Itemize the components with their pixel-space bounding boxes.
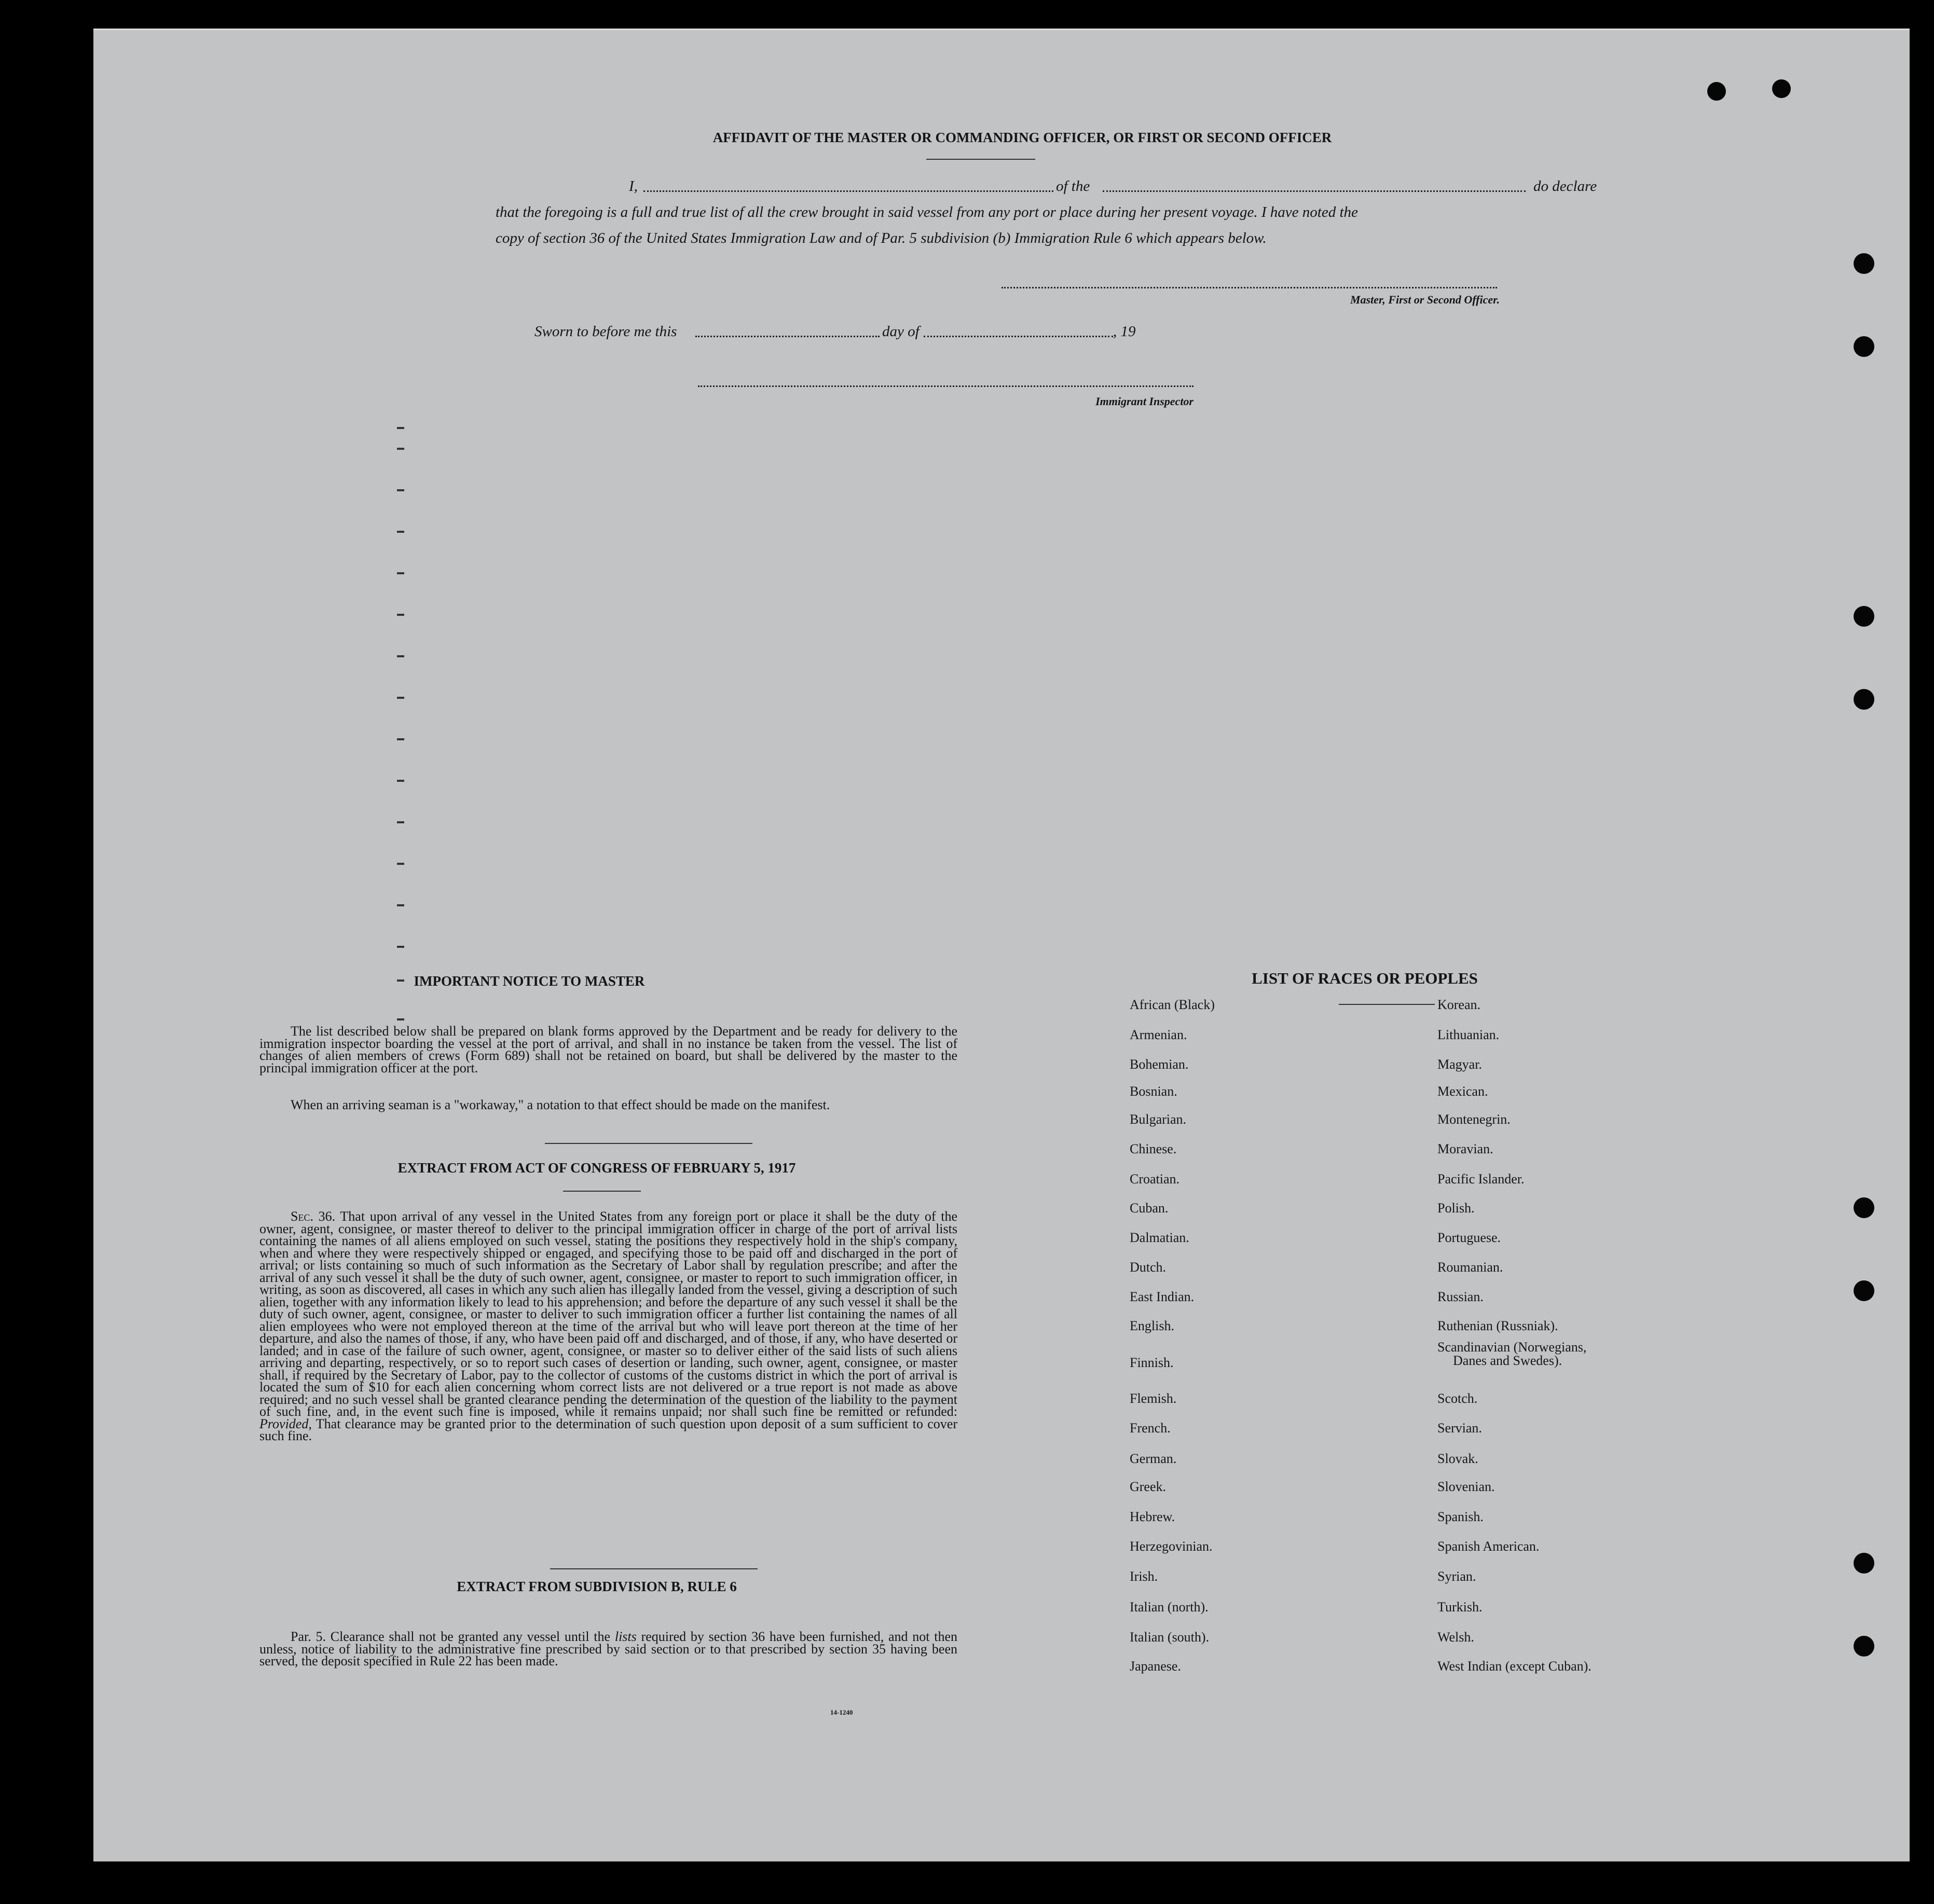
do-declare-label: do declare: [1533, 178, 1597, 195]
race-item: Bosnian.: [1130, 1084, 1177, 1099]
races-title: LIST OF RACES OR PEOPLES: [1252, 969, 1478, 987]
race-item: Scotch.: [1437, 1391, 1478, 1406]
race-item: Portuguese.: [1437, 1230, 1501, 1245]
row-tick: [397, 489, 404, 491]
row-tick: [397, 448, 404, 450]
divider: [1339, 1004, 1435, 1005]
race-item: Finnish.: [1130, 1355, 1174, 1370]
sworn-month-line: [924, 336, 1113, 337]
divider: [545, 1143, 752, 1144]
race-item: Chinese.: [1130, 1141, 1177, 1156]
race-item: Slovenian.: [1437, 1479, 1495, 1494]
section-label: Sec. 36.: [291, 1209, 336, 1224]
day-of-label: day of: [882, 323, 920, 340]
race-item: Turkish.: [1437, 1599, 1483, 1615]
extract-act-text-end: That clearance may be granted prior to the determination of such question upon deposit of a sum sufficient to cover such fine.: [259, 1416, 958, 1443]
notice-paragraph-2: [259, 1099, 957, 1111]
row-tick: [397, 655, 404, 657]
inspector-signature-line: [698, 385, 1194, 387]
extract-act-text: That upon arrival of any vessel in the United States from any foreign port or place it shall be the duty of the owner, agent, consignee, or master thereof to deliver to the principal immigration officer in charge of the port of arrival lists containing the names of all aliens employed on such vessel, stating the positions they respectively hold in the ship's company, when and where they were respectively shipped or engaged, and specifying those to be paid off and discharged in the port of arrival; or lists containing so much of such information as the Secretary of Labor shall by regulation prescribe; and after the arrival of any such vessel it shall be the duty of such owner, agent, consignee, or master to report to such immigration officer, in writing, as soon as discovered, all cases in which any such alien has illegally landed from the vessel, giving a description of such alien, together with any information likely to lead to his apprehension; and before the departure of any such vessel it shall be the duty of such owner, agent, consignee, or master to deliver to such immigration officer a further list containing the names of all alien employees who were not employed thereon at the time of the arrival but who will leave port thereon at the time of her departure, and also the names of those, if any, who have been paid off and discharged, and of those, if any, who have deserted or landed; and in case of the failure of such owner, agent, consignee, or master so to deliver either of the said lists of such aliens arriving and departing, respectively, or so to report such cases of desertion or landing, such owner, agent, consignee, or master shall, if required by the Secretary of Labor, pay to the collector of customs of the customs district in which the port of arrival is located the sum of $10 for each alien concerning whom correct lists are not delivered or a true report is not made as above required; and no such vessel shall be granted clearance pending the determination of the question of the liability to the payment of such fine, and, in the event such fine is imposed, while it remains unpaid; nor shall such fine be remitted or refunded:: [259, 1209, 957, 1419]
race-item: Japanese.: [1130, 1659, 1181, 1674]
notice-paragraph-1: [259, 1025, 957, 1074]
race-item: Spanish.: [1437, 1509, 1484, 1524]
punch-hole: [1854, 1280, 1874, 1301]
row-tick: [397, 427, 404, 429]
signature-label: Master, First or Second Officer.: [1350, 293, 1500, 306]
row-tick: [397, 614, 404, 616]
race-item: African (Black): [1130, 997, 1215, 1012]
race-item: Flemish.: [1130, 1391, 1177, 1406]
race-item: Syrian.: [1437, 1569, 1476, 1584]
divider: [926, 159, 1035, 160]
divider: [550, 1568, 758, 1569]
race-item: Dalmatian.: [1130, 1230, 1189, 1245]
extract-act-body: [259, 1210, 957, 1442]
race-item: Scandinavian (Norwegians,: [1437, 1340, 1587, 1355]
affidavit-i-label: I,: [629, 178, 638, 195]
race-item: Armenian.: [1130, 1027, 1187, 1042]
race-item: Magyar.: [1437, 1057, 1482, 1072]
affidavit-title: AFFIDAVIT OF THE MASTER OR COMMANDING OFFICER, OR FIRST OR SECOND OFFICER: [712, 130, 1332, 145]
race-item: Greek.: [1130, 1479, 1167, 1494]
row-tick: [397, 946, 404, 948]
race-item: Russian.: [1437, 1289, 1484, 1304]
race-item: Bohemian.: [1130, 1057, 1189, 1072]
punch-hole: [1854, 689, 1874, 710]
race-item: Korean.: [1437, 997, 1481, 1012]
race-item: Ruthenian (Russniak).: [1437, 1318, 1558, 1333]
name-field-line: [643, 190, 1053, 192]
race-item: Pacific Islander.: [1437, 1171, 1525, 1186]
punch-hole: [1854, 606, 1874, 627]
race-item: Dutch.: [1130, 1260, 1167, 1275]
row-tick: [397, 738, 404, 740]
row-tick: [397, 572, 404, 574]
race-item: German.: [1130, 1451, 1177, 1466]
race-item: Montenegrin.: [1437, 1112, 1511, 1127]
affidavit-line-2: that the foregoing is a full and true list of all the crew brought in said vessel from any port or place during her present voyage. I have noted the: [496, 204, 1358, 220]
notice-title: IMPORTANT NOTICE TO MASTER: [414, 973, 645, 989]
of-the-label: of the: [1056, 178, 1090, 195]
row-tick: [397, 780, 404, 782]
lists-word: lists: [614, 1629, 637, 1644]
race-item: West Indian (except Cuban).: [1437, 1659, 1592, 1674]
punch-hole: [1854, 1553, 1874, 1574]
signature-line: [1002, 287, 1497, 288]
race-item: Slovak.: [1437, 1451, 1478, 1466]
punch-hole: [1854, 336, 1874, 357]
row-tick: [397, 697, 404, 699]
divider: [563, 1191, 641, 1192]
race-item: Bulgarian.: [1130, 1112, 1187, 1127]
extract-rule-text-end: required by section 36 have been furnished, and not then unless, notice of liability to the administrative fine prescribed by said section or to that prescribed by section 35 having been served, the deposit specified in Rule 22 has been made.: [259, 1629, 958, 1668]
row-tick: [397, 904, 404, 906]
extract-rule-text-start: Par. 5. Clearance shall not be granted any vessel until the: [291, 1629, 611, 1644]
inspector-label: Immigrant Inspector: [1095, 395, 1194, 408]
notice-paragraph-1-text: The list described below shall be prepared on blank forms approved by the Department and be ready for delivery to the immigration inspector boarding the vessel at the port of arrival, and shall in no instance be taken from the vessel. The list of changes of alien members of crews (Form 689) shall not be retained on board, but shall be delivered by the master to the principal immigration officer at the port.: [259, 1024, 957, 1075]
race-item: Danes and Swedes).: [1453, 1353, 1562, 1368]
race-item: Lithuanian.: [1437, 1027, 1500, 1042]
race-item: Hebrew.: [1130, 1509, 1175, 1524]
race-item: Italian (north).: [1130, 1599, 1209, 1615]
race-item: Italian (south).: [1130, 1630, 1210, 1645]
affidavit-line-3: copy of section 36 of the United States Immigration Law and of Par. 5 subdivision (b) Immigration Rule 6 which appears below.: [496, 230, 1267, 246]
race-item: Herzegovinian.: [1130, 1539, 1213, 1554]
race-item: English.: [1130, 1318, 1174, 1333]
row-tick: [397, 821, 404, 823]
form-number: 14-1240: [830, 1708, 853, 1716]
punch-hole: [1707, 82, 1726, 101]
race-item: Polish.: [1437, 1201, 1475, 1216]
punch-hole: [1772, 79, 1791, 98]
row-tick: [397, 863, 404, 865]
sworn-day-line: [695, 336, 880, 337]
row-tick: [397, 531, 404, 533]
extract-rule-title: EXTRACT FROM SUBDIVISION B, RULE 6: [457, 1579, 737, 1594]
race-item: Irish.: [1130, 1569, 1158, 1584]
race-item: Welsh.: [1437, 1630, 1474, 1645]
vessel-field-line: [1103, 190, 1526, 192]
race-item: Roumanian.: [1437, 1260, 1503, 1275]
punch-hole: [1854, 1636, 1874, 1657]
year-label: , 19: [1113, 323, 1136, 340]
race-item: Croatian.: [1130, 1171, 1180, 1186]
row-tick: [397, 1018, 404, 1020]
punch-hole: [1854, 253, 1874, 274]
race-item: East Indian.: [1130, 1289, 1195, 1304]
provided-label: Provided,: [259, 1416, 312, 1431]
race-item: Moravian.: [1437, 1141, 1493, 1156]
punch-hole: [1854, 1197, 1874, 1218]
extract-rule-body: [259, 1631, 957, 1667]
race-item: Cuban.: [1130, 1201, 1169, 1216]
document-page: [93, 29, 1910, 1861]
notice-paragraph-2-text: When an arriving seaman is a "workaway," a notation to that effect should be made on the manifest.: [291, 1097, 830, 1112]
race-item: Mexican.: [1437, 1084, 1488, 1099]
race-item: Spanish American.: [1437, 1539, 1540, 1554]
race-item: French.: [1130, 1420, 1171, 1436]
sworn-label: Sworn to before me this: [534, 323, 677, 340]
race-item: Servian.: [1437, 1420, 1482, 1436]
extract-act-title: EXTRACT FROM ACT OF CONGRESS OF FEBRUARY 5, 1917: [397, 1160, 796, 1176]
